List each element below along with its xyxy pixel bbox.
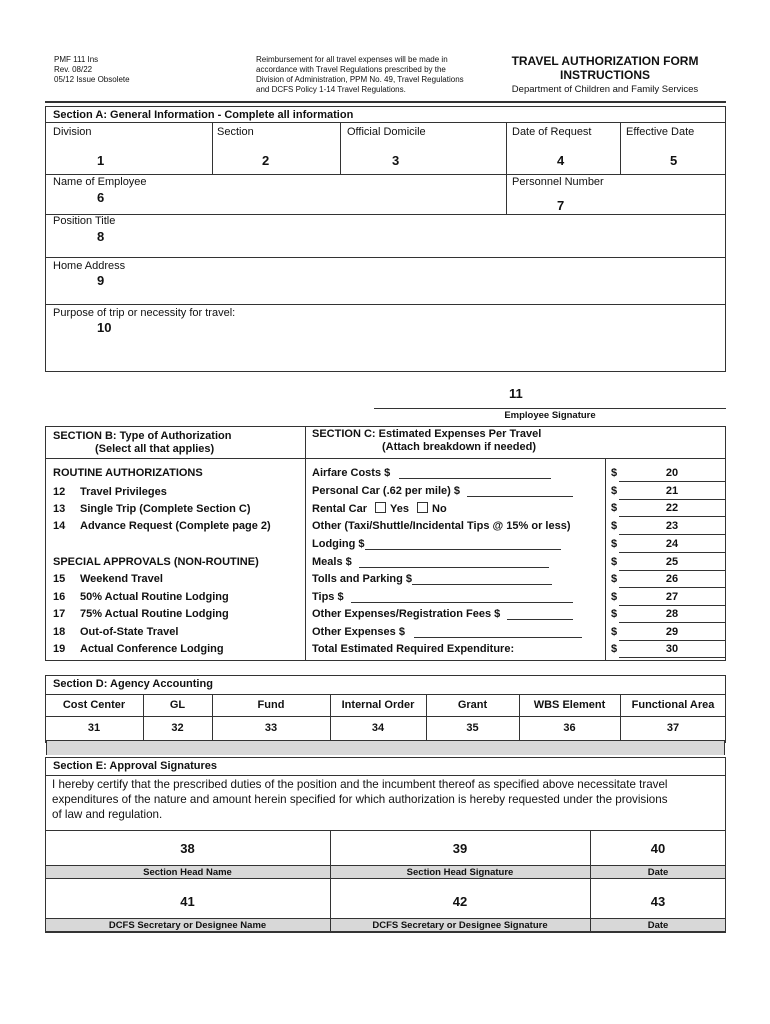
amount-field[interactable]: 21 [619,485,725,500]
personnel-number-field[interactable]: 7 [557,198,565,213]
approval-label: DCFS Secretary or Designee Name [108,920,267,931]
amount-field[interactable]: 22 [619,502,725,517]
special-item[interactable]: 16 50% Actual Routine Lodging [53,591,229,603]
date-request-label: Date of Request [512,126,592,138]
special-item[interactable]: 19 Actual Conference Lodging [53,643,224,655]
personal-car-input[interactable] [467,486,573,497]
special-heading: SPECIAL APPROVALS (NON-ROUTINE) [53,556,259,568]
approval-field[interactable]: 38 [180,841,195,856]
personnel-number-label: Personnel Number [512,176,604,188]
section-d-spacer [46,741,725,755]
currency-symbol: $ [611,608,618,620]
accounting-field[interactable]: 33 [264,722,278,734]
currency-symbol: $ [611,538,618,550]
amount-field[interactable]: 20 [619,467,725,482]
section-d-heading: Section D: Agency Accounting [53,678,213,690]
approval-field[interactable]: 43 [650,894,666,909]
approval-field[interactable]: 40 [650,841,666,856]
accounting-column-header: Functional Area [631,699,715,711]
purpose-label: Purpose of trip or necessity for travel: [53,307,236,319]
domicile-field[interactable]: 3 [392,153,400,168]
airfare-input[interactable] [399,468,551,479]
accounting-column-header: WBS Element [533,699,606,711]
employee-signature-label: Employee Signature [504,410,596,421]
section-field[interactable]: 2 [262,153,270,168]
accounting-column-header: GL [169,699,186,711]
home-address-field[interactable]: 9 [97,273,105,288]
employee-name-label: Name of Employee [53,176,147,188]
division-field[interactable]: 1 [97,153,105,168]
approval-label: Date [647,920,669,931]
routine-item[interactable]: 14 Advance Request (Complete page 2) [53,520,271,532]
other-exp-input[interactable] [414,627,582,638]
meals-input[interactable] [359,557,549,568]
special-item[interactable]: 15 Weekend Travel [53,573,163,585]
amount-field[interactable]: 29 [619,626,725,641]
currency-symbol: $ [611,520,618,532]
accounting-field[interactable]: 34 [371,722,385,734]
form-id: PMF 111 Ins [54,55,99,64]
section-a [45,106,726,372]
title-line1: TRAVEL AUTHORIZATION FORM [511,54,699,68]
approval-field[interactable]: 42 [452,894,468,909]
amount-field[interactable]: 24 [619,538,725,553]
division-label: Division [53,126,92,138]
special-item[interactable]: 18 Out-of-State Travel [53,626,179,638]
personal-car-row: Personal Car (.62 per mile) $ [312,485,573,497]
form-id-block [54,55,130,85]
approval-field[interactable]: 41 [180,894,195,909]
accounting-field[interactable]: 36 [563,722,576,734]
approval-label: Section Head Name [143,867,232,878]
section-c-subheading: (Attach breakdown if needed) [382,441,537,453]
accounting-field[interactable]: 37 [666,722,680,734]
domicile-label: Official Domicile [347,126,426,138]
approval-label: Section Head Signature [406,867,514,878]
position-title-field[interactable]: 8 [97,229,105,244]
accounting-field[interactable]: 32 [171,722,184,734]
home-address-label: Home Address [53,260,126,272]
purpose-field[interactable]: 10 [97,320,112,335]
rental-yes-checkbox[interactable] [375,502,386,513]
amount-field[interactable]: 28 [619,608,725,623]
accounting-column-header: Cost Center [62,699,126,711]
department: Department of Children and Family Services [511,84,699,95]
routine-item[interactable]: 12 Travel Privileges [53,486,167,498]
approval-label: Date [647,867,669,878]
other-exp-row: Other Expenses $ [312,626,582,638]
other-taxi-row: Other (Taxi/Shuttle/Incidental Tips @ 15% or less) [312,520,571,532]
effective-date-field[interactable]: 5 [670,153,678,168]
accounting-column-header: Grant [457,699,488,711]
effective-date-label: Effective Date [626,126,695,138]
section-e-heading: Section E: Approval Signatures [53,760,218,772]
tips-input[interactable] [351,592,573,603]
lodging-input[interactable] [365,539,561,550]
accounting-column-header: Fund [257,699,285,711]
airfare-row: Airfare Costs $ [312,467,551,479]
tolls-input[interactable] [412,574,552,585]
title-line2: INSTRUCTIONS [560,68,650,82]
amount-field[interactable]: 26 [619,573,725,588]
currency-symbol: $ [611,573,618,585]
tolls-row: Tolls and Parking $ [312,573,552,585]
currency-symbol: $ [611,591,618,603]
lodging-row: Lodging $ [312,538,561,550]
date-request-field[interactable]: 4 [557,153,565,168]
amount-field[interactable]: 30 [619,643,725,658]
form-rev: Rev. 08/22 [54,65,93,74]
section-label: Section [217,126,254,138]
routine-item[interactable]: 13 Single Trip (Complete Section C) [53,503,251,515]
currency-symbol: $ [611,626,618,638]
section-b-heading: SECTION B: Type of Authorization [53,430,232,442]
currency-symbol: $ [611,556,618,568]
header-rule [45,101,726,103]
rental-no-checkbox[interactable] [417,502,428,513]
meals-row: Meals $ [312,556,549,568]
section-b-subheading: (Select all that applies) [95,443,215,455]
approval-label: DCFS Secretary or Designee Signature [372,920,548,931]
other-reg-input[interactable] [507,609,573,620]
position-title-label: Position Title [53,215,116,227]
other-reg-row: Other Expenses/Registration Fees $ [312,608,573,620]
section-c-heading: SECTION C: Estimated Expenses Per Travel [312,428,542,440]
form-title [490,54,720,95]
routine-heading: ROUTINE AUTHORIZATIONS [53,467,203,479]
accounting-column-header: Internal Order [341,699,415,711]
tips-row: Tips $ [312,591,573,603]
certification-text: I hereby certify that the prescribed duties of the position and the incumbent thereof as specified above necessitate travel expenditures of the nature and amount herein specified for which authorization is hereby requested under the provisions of law and regulation. [52,778,668,821]
approval-field[interactable]: 39 [452,841,468,856]
total-row: Total Estimated Required Expenditure: [312,643,515,655]
section-a-heading: Section A: General Information - Complete all information [53,109,354,121]
amount-field[interactable]: 27 [619,591,725,606]
form-obsolete: 05/12 Issue Obsolete [54,75,130,84]
special-item[interactable]: 17 75% Actual Routine Lodging [53,608,229,620]
employee-signature-field[interactable]: 11 [509,386,523,401]
reimbursement-note: Reimbursement for all travel expenses will be made in accordance with Travel Regulations prescribed by the Division of Administration, PPM No. 49, Travel Regulations and DCFS Policy 1-14 Travel Regulations. [256,55,464,94]
currency-symbol: $ [611,467,618,479]
currency-symbol: $ [611,485,618,497]
currency-symbol: $ [611,643,618,655]
rental-car-row: Rental Car Yes No [312,503,447,515]
currency-symbol: $ [611,502,618,514]
amount-field[interactable]: 25 [619,556,725,571]
accounting-field[interactable]: 35 [466,722,479,734]
accounting-field[interactable]: 31 [87,722,101,734]
amount-field[interactable]: 23 [619,520,725,535]
employee-name-field[interactable]: 6 [97,190,105,205]
